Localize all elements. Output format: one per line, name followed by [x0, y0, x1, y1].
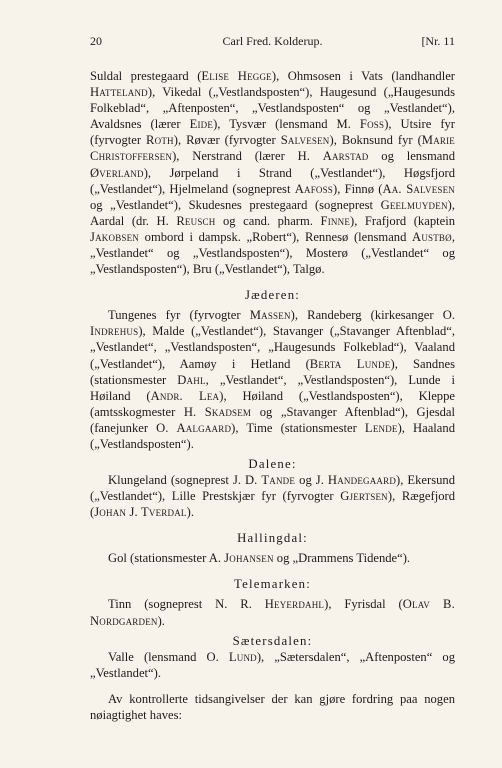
paragraph-saetersdalen-stations [90, 649, 455, 681]
text-run: Klungeland (sogneprest J. D. [108, 473, 262, 488]
text-run: ). [186, 505, 194, 520]
person-name: Øverland [90, 165, 144, 180]
text-run: ), Randeberg (kirkesanger O. [290, 308, 455, 323]
paragraph-rogaland-stations [90, 68, 455, 277]
person-name: Aalgaard [176, 420, 232, 435]
person-name: Johan J. Tverdal [94, 505, 187, 520]
person-name: Geelmuyden [380, 197, 448, 212]
issue-number: [Nr. 11 [421, 34, 455, 48]
person-name: Reusch [176, 213, 216, 228]
person-name: Andr. Lea [150, 388, 220, 403]
text-run: Gol (stationsmester A. [108, 551, 225, 566]
person-name: Indrehus [90, 324, 139, 339]
text-run: ombord i dampsk. „Robert“), Rennesø (lensmand [139, 229, 413, 244]
person-name: Marie Christoffersen [90, 133, 455, 164]
text-run: ), Fyrisdal ( [324, 597, 403, 612]
heading-jaederen: Jæderen: [244, 288, 301, 303]
text-run: ), Røvær (fyrvogter [173, 133, 281, 148]
text-run: ), Tysvær (lensmand M. [213, 117, 360, 132]
heading-dalene: Dalene: [248, 457, 297, 472]
heading-hallingdal: Hallingdal: [237, 531, 308, 546]
person-name: Aarstad [322, 149, 369, 164]
text-run: og „Vestlandet“), Skudesnes prestegaard (sogneprest [90, 197, 381, 212]
person-name: Elise Hegge [201, 69, 272, 83]
person-name: Aa. Salvesen [382, 181, 455, 196]
text-run: ), Malde („Vestlandet“), Stavanger („Stavanger Aftenblad“, „Vestlandet“, „Vestlandsposten“, „Haugesunds Folkeblad“), Vaaland („Vestlandet“), Aamøy i Hetland ( [90, 324, 455, 371]
person-name: Massen [249, 308, 291, 323]
paragraph-dalene-stations [90, 472, 455, 520]
person-name: Dahl [177, 372, 206, 387]
page-number: 20 [90, 34, 102, 48]
person-name: Aafoss [294, 181, 334, 196]
text-run: ), Vikedal („Vestlandsposten“), Haugesund („Haugesunds Folkeblad“, „Aftenposten“, „Vestlandsposten“ og „Vestlandet“), Avaldsnes (lærer [90, 85, 455, 132]
person-name: Berta Lunde [309, 356, 391, 371]
text-run: og lensmand [368, 149, 455, 164]
person-name: Roth [146, 133, 174, 148]
text-run: ), Rægefjord ( [90, 489, 455, 520]
text-run: ), Utsire fyr (fyrvogter [90, 117, 456, 148]
text-run: ), Sandnes (stationsmester [90, 356, 455, 387]
person-name: Tande [261, 473, 296, 488]
person-name: Handegaard [327, 473, 397, 488]
person-name: Foss [359, 117, 385, 132]
person-name: Heyerdahl [264, 597, 325, 612]
text-run: og J. [295, 473, 328, 488]
text-run: ), Finnø ( [333, 181, 383, 196]
paragraph-telemarken-stations [90, 596, 455, 628]
text-run: Valle (lensmand O. [108, 649, 229, 664]
person-name: Eide [189, 117, 214, 132]
text-run: ), Aardal (dr. H. [90, 197, 455, 228]
text-run: ), „Sætersdalen“, „Aftenposten“ og „Vestlandet“). [90, 649, 455, 680]
person-name: Hatteland [90, 85, 148, 100]
text-run: ), Haaland („Vestlandsposten“). [90, 420, 455, 451]
text-run: ), Jørpeland i Strand („Vestlandet“), Høgsfjord („Vestlandet“), Hjelmeland (sogneprest [90, 165, 455, 196]
text-run: Tungenes fyr (fyrvogter [108, 308, 250, 323]
paragraph-timing-note [90, 691, 455, 723]
text-run: og cand. pharm. [215, 213, 321, 228]
text-run: ), Høiland („Vestlandsposten“), Kleppe (amtsskogmester H. [90, 388, 455, 419]
text-run: , „Vestlandet“ og „Vestlandsposten“), Mosterø („Vestlandet“ og „Vestlandsposten“), Bru („Vestlandet“), Talgø. [90, 229, 455, 277]
person-name: Austbø [412, 229, 452, 244]
person-name: Olav B. Nordgarden [90, 597, 455, 628]
text-run: og „Drammens Tidende“). [273, 551, 411, 566]
text-run: , „Vestlandet“, „Vestlandsposten“), Lunde i Høiland ( [90, 372, 455, 403]
heading-telemarken: Telemarken: [234, 577, 311, 592]
person-name: Lende [364, 420, 398, 435]
text-run: ), Nerstrand (lærer H. [172, 149, 323, 164]
person-name: Skadsem [204, 404, 252, 419]
running-title: Carl Fred. Kolderup. [222, 34, 323, 48]
text-run: ), Ohmsosen i Vats (landhandler [271, 69, 455, 83]
heading-saetersdalen: Sætersdalen: [232, 633, 313, 648]
text-run: ), Time (stationsmester [231, 420, 365, 435]
person-name: Salvesen [280, 133, 330, 148]
text-run: ), Frafjord (kaptein [350, 213, 456, 228]
person-name: Johansen [224, 551, 274, 566]
text-run: Av kontrollerte tidsangivelser der kan gjøre fordring paa nogen nøiagtighet haves: [90, 691, 455, 722]
text-run: Suldal prestegaard ( [90, 69, 202, 83]
person-name: Gjertsen [340, 489, 388, 504]
paragraph-jaederen-stations [90, 307, 455, 452]
text-run: ), Ekersund („Vestlandet“), Lille Prestskjær fyr (fyrvogter [90, 473, 455, 504]
text-run: ). [157, 613, 165, 628]
paragraph-hallingdal-stations [90, 550, 455, 566]
text-run: Tinn (sogneprest N. R. [108, 597, 265, 612]
person-name: Lund [228, 649, 257, 664]
person-name: Jakobsen [90, 229, 140, 244]
running-header [90, 34, 455, 50]
text-run: og „Stavanger Aftenblad“), Gjesdal (fanejunker O. [90, 404, 455, 435]
person-name: Finne [320, 213, 351, 228]
text-run: ), Boknsund fyr ( [329, 133, 422, 148]
page-body [90, 68, 455, 723]
